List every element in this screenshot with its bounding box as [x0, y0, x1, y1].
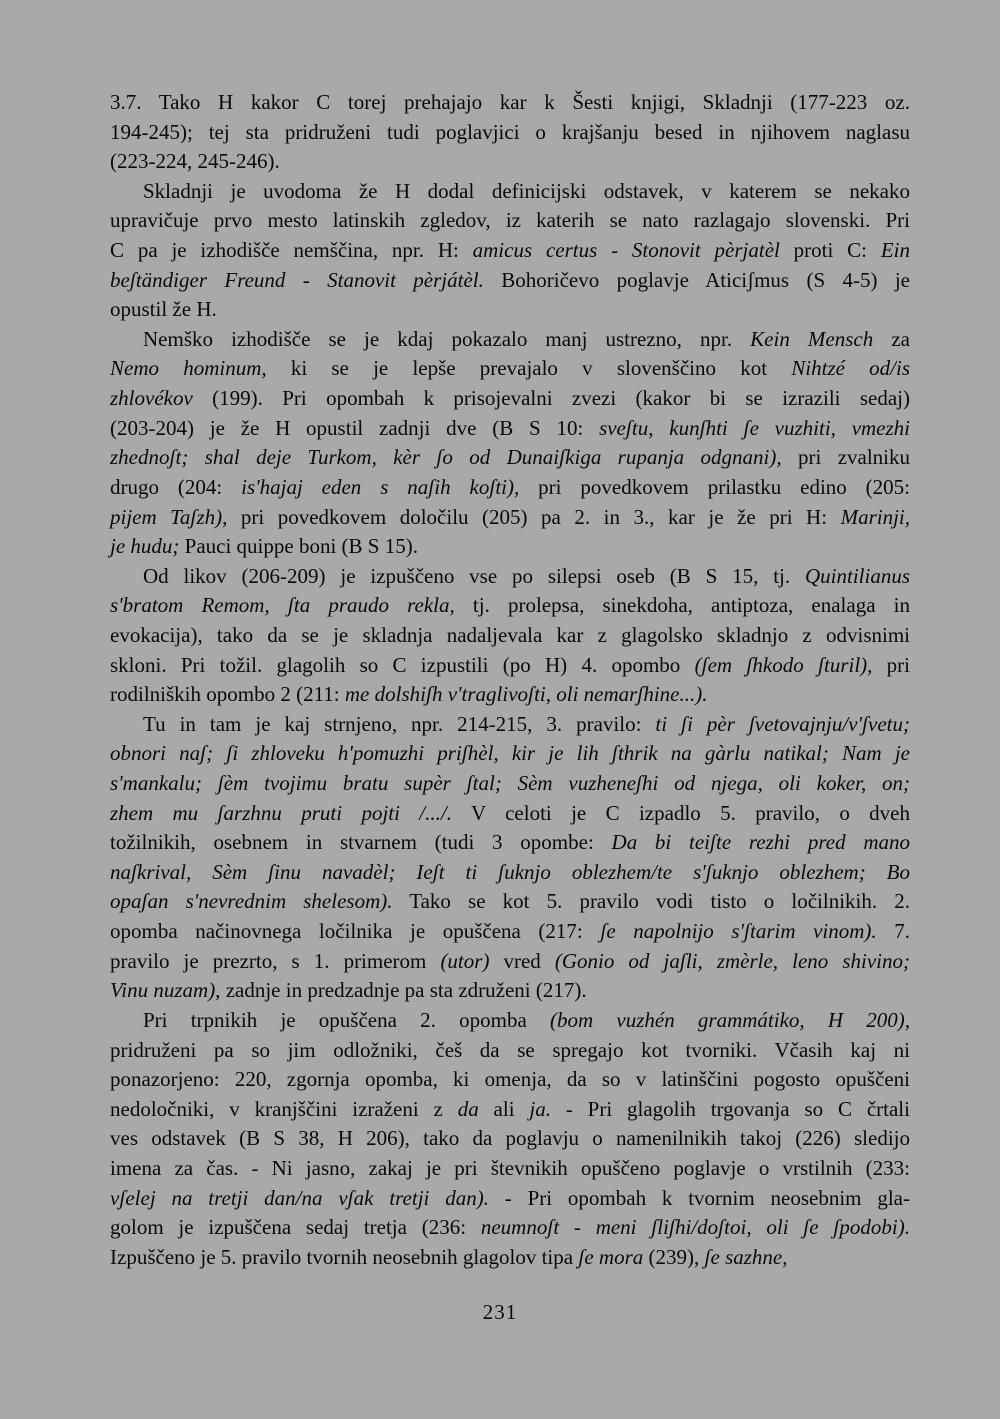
- text-run: proti C:: [779, 238, 881, 263]
- text-line: [110, 236, 910, 266]
- text-run: imena za čas. - Ni jasno, zakaj je pri števnikih opuščeno poglavje o vrstilnih (233:: [110, 1155, 910, 1180]
- italic-example-text: ja.: [529, 1096, 551, 1121]
- text-run: Tu in tam je kaj strnjeno, npr. 214-215, 3. pravilo:: [143, 711, 656, 736]
- text-run: 194-245); tej sta pridruženi tudi poglavjici o krajšanju besed in njihovem naglasu: [110, 119, 910, 144]
- text-run: ki se je lepše prevajalo v slovenščino kot: [266, 356, 792, 381]
- text-line: [110, 532, 910, 562]
- text-run: zadnje in predzadnje pa sta združeni (217).: [220, 978, 587, 1003]
- text-line: [110, 384, 910, 414]
- text-run: (203-204) je že H opustil zadnji dve (B S 10:: [110, 415, 600, 440]
- text-line: [110, 591, 910, 621]
- text-line: [110, 887, 910, 917]
- text-run: Od likov (206-209) je izpuščeno vse po silepsi oseb (B S 15, tj.: [143, 563, 805, 588]
- text-line: [110, 88, 910, 118]
- text-run: rodilniških opombo 2 (211:: [110, 682, 345, 707]
- text-run: - Pri opombah k tvornim neosebnim gla-: [488, 1185, 910, 1210]
- italic-example-text: opaʃan s'nevrednim shelesom).: [110, 889, 393, 914]
- text-run: Tako se kot 5. pravilo vodi tisto o ločilnikih. 2.: [392, 889, 910, 914]
- text-run: 7.: [876, 919, 910, 944]
- text-run: opomba načinovnega ločilnika je opuščena (217:: [110, 919, 601, 944]
- text-line: [110, 828, 910, 858]
- text-line: [110, 621, 910, 651]
- text-line: [110, 1095, 910, 1125]
- text-line: [110, 1006, 910, 1036]
- text-line: [110, 473, 910, 503]
- italic-example-text: amicus certus - Stonovit pèrjatèl: [472, 238, 780, 263]
- italic-example-text: (Gonio od jaʃli, zmèrle, leno shivino;: [554, 948, 910, 973]
- text-line: [110, 503, 910, 533]
- text-run: (239),: [643, 1244, 705, 1269]
- italic-example-text: sveʃtu, kunʃhti ʃe vuzhiti, vmezhi: [599, 415, 911, 440]
- italic-example-text: zhem mu ʃarzhnu pruti pojti /.../.: [110, 800, 452, 825]
- text-run: evokacija), tako da se je skladnja nadaljevala kar z glagolsko skladnjo z odvisnimi: [110, 622, 910, 647]
- text-line: [110, 562, 910, 592]
- text-run: ponazorjeno: 220, zgornja opomba, ki omenja, da so v latinščini pogosto opuščeni: [110, 1067, 910, 1092]
- italic-example-text: zhlovékov: [110, 386, 193, 411]
- text-line: [110, 1124, 910, 1154]
- italic-example-text: ʃe napolnijo s'ʃtarim vinom).: [600, 919, 877, 944]
- text-line: [110, 799, 910, 829]
- italic-example-text: obnori naʃ; ʃi zhloveku h'pomuzhi priʃhèl, kir je lih ʃthrik na gàrlu natikal; Nam je: [110, 741, 910, 766]
- text-run: 3.7. Tako H kakor C torej prehajajo kar k Šesti knjigi, Skladnji (177-223 oz.: [110, 90, 910, 114]
- text-run: za: [873, 326, 910, 351]
- italic-example-text: s'bratom Remom, ʃta praudo rekla,: [110, 593, 455, 618]
- text-line: [110, 1213, 910, 1243]
- text-run: upravičuje prvo mesto latinskih zgledov, iz katerih se nato razlagajo slovenski. Pri: [110, 208, 910, 233]
- text-run: golom je izpuščena sedaj tretja (236:: [110, 1215, 481, 1240]
- italic-example-text: (bom vuzhén grammátiko, H 200),: [550, 1007, 911, 1032]
- italic-example-text: Vinu nuzam),: [110, 978, 221, 1003]
- text-line: [110, 651, 910, 681]
- text-line: [110, 976, 910, 1006]
- text-run: tj. prolepsa, sinekdoha, antiptoza, enalaga in: [454, 593, 910, 618]
- italic-example-text: da: [457, 1096, 479, 1121]
- italic-example-text: ʃe sazhne,: [704, 1244, 788, 1269]
- text-line: [110, 325, 910, 355]
- italic-example-text: (utor): [440, 948, 490, 973]
- text-line: [110, 266, 910, 296]
- italic-example-text: ʃe mora: [578, 1244, 644, 1269]
- body-text: [110, 88, 910, 1272]
- text-run: Izpuščeno je 5. pravilo tvornih neosebnih glagolov tipa: [110, 1244, 579, 1269]
- italic-example-text: Kein Mensch: [750, 326, 874, 351]
- text-line: [110, 1184, 910, 1214]
- text-run: V celoti je C izpadlo 5. pravilo, o dveh: [451, 800, 911, 825]
- italic-example-text: s'mankalu; ʃèm tvojimu bratu supèr ʃtal; Sèm vuzheneʃhi od njega, oli koker, on;: [110, 771, 910, 796]
- text-run: Nemško izhodišče se je kdaj pokazalo manj ustrezno, npr.: [143, 326, 751, 351]
- text-line: [110, 147, 910, 177]
- text-run: Pri trpnikih je opuščena 2. opomba: [143, 1007, 551, 1032]
- text-line: [110, 1065, 910, 1095]
- text-run: tožilnikih, osebnem in stvarnem (tudi 3 opombe:: [110, 830, 612, 855]
- text-run: pri: [872, 652, 911, 677]
- text-run: Bohoričevo poglavje Aticiʃmus (S 4-5) je: [483, 267, 910, 292]
- text-line: [110, 739, 910, 769]
- italic-example-text: zhednoʃt; shal deje Turkom, kèr ʃo od Dunaiʃkiga rupanja odgnani),: [110, 445, 782, 470]
- text-run: pravilo je prezrto, s 1. primerom: [110, 948, 441, 973]
- text-run: (223-224, 245-246).: [110, 149, 280, 174]
- italic-example-text: neumnoʃt - meni ʃliʃhi/doʃtoi, oli ʃe ʃpodobi).: [480, 1215, 910, 1240]
- italic-example-text: is'hajaj eden s naʃih koʃti),: [241, 474, 520, 499]
- text-run: pri povedkovem določilu (205) pa 2. in 3., kar je že pri H:: [227, 504, 841, 529]
- text-line: [110, 414, 910, 444]
- italic-example-text: naʃkrival, Sèm ʃinu navadèl; Ieʃt ti ʃuknjo oblezhem/te s'ʃuknjo oblezhem; Bo: [110, 859, 910, 884]
- text-line: [110, 118, 910, 148]
- italic-example-text: (ʃem ʃhkodo ʃturil),: [694, 652, 873, 677]
- text-line: [110, 858, 910, 888]
- italic-example-text: vʃelej na tretji dan/na vʃak tretji dan).: [110, 1185, 489, 1210]
- italic-example-text: beʃtändiger Freund - Stanovit pèrjátèl.: [110, 267, 484, 292]
- text-line: [110, 295, 910, 325]
- italic-example-text: Da bi teiʃte rezhi pred mano: [611, 830, 910, 855]
- text-run: skloni. Pri tožil. glagolih so C izpustili (po H) 4. opombo: [110, 652, 695, 677]
- italic-example-text: me dolshiʃh v'traglivoʃti, oli nemarʃhine...).: [344, 682, 708, 707]
- italic-example-text: Nemo hominum,: [110, 356, 267, 381]
- text-line: [110, 769, 910, 799]
- text-run: pri zvalniku: [781, 445, 911, 470]
- text-run: C pa je izhodišče nemščina, npr. H:: [110, 238, 473, 263]
- text-line: [110, 1154, 910, 1184]
- text-line: [110, 1243, 910, 1273]
- text-line: [110, 354, 910, 384]
- text-run: opustil že H.: [110, 297, 217, 322]
- text-run: - Pri glagolih trgovanja so C črtali: [550, 1096, 910, 1121]
- text-run: ali: [478, 1096, 530, 1121]
- italic-example-text: Quintilianus: [804, 563, 910, 588]
- text-run: Pauci quippe boni (B S 15).: [179, 534, 418, 559]
- page-number: 231: [482, 1300, 518, 1324]
- text-run: nedoločniki, v kranjščini izraženi z: [110, 1096, 458, 1121]
- text-line: [110, 710, 910, 740]
- italic-example-text: Ein: [880, 238, 910, 263]
- text-line: [110, 1036, 910, 1066]
- italic-example-text: Marinji,: [840, 504, 910, 529]
- text-line: [110, 947, 910, 977]
- text-run: ves odstavek (B S 38, H 206), tako da poglavju o namenilnikih takoj (226) sledijo: [110, 1126, 910, 1151]
- text-run: Skladnji je uvodoma že H dodal definicijski odstavek, v katerem se nekako: [143, 178, 910, 203]
- text-line: [110, 177, 910, 207]
- text-line: [110, 680, 910, 710]
- text-run: (199). Pri opombah k prisojevalni zvezi (kakor bi se izrazili sedaj): [192, 386, 910, 411]
- text-run: pridruženi pa so jim odložniki, češ da se spregajo kot tvorniki. Včasih kaj ni: [110, 1037, 910, 1062]
- italic-example-text: pijem Taʃzh),: [110, 504, 228, 529]
- text-run: drugo (204:: [110, 474, 242, 499]
- text-line: [110, 206, 910, 236]
- text-line: [110, 917, 910, 947]
- italic-example-text: ti ʃi pèr ʃvetovajnju/v'ʃvetu;: [655, 711, 911, 736]
- text-run: vred: [489, 948, 555, 973]
- italic-example-text: Nihtzé od/is: [791, 356, 910, 381]
- text-run: pri povedkovem prilastku edino (205:: [519, 474, 910, 499]
- text-line: [110, 443, 910, 473]
- italic-example-text: je hudu;: [110, 534, 180, 559]
